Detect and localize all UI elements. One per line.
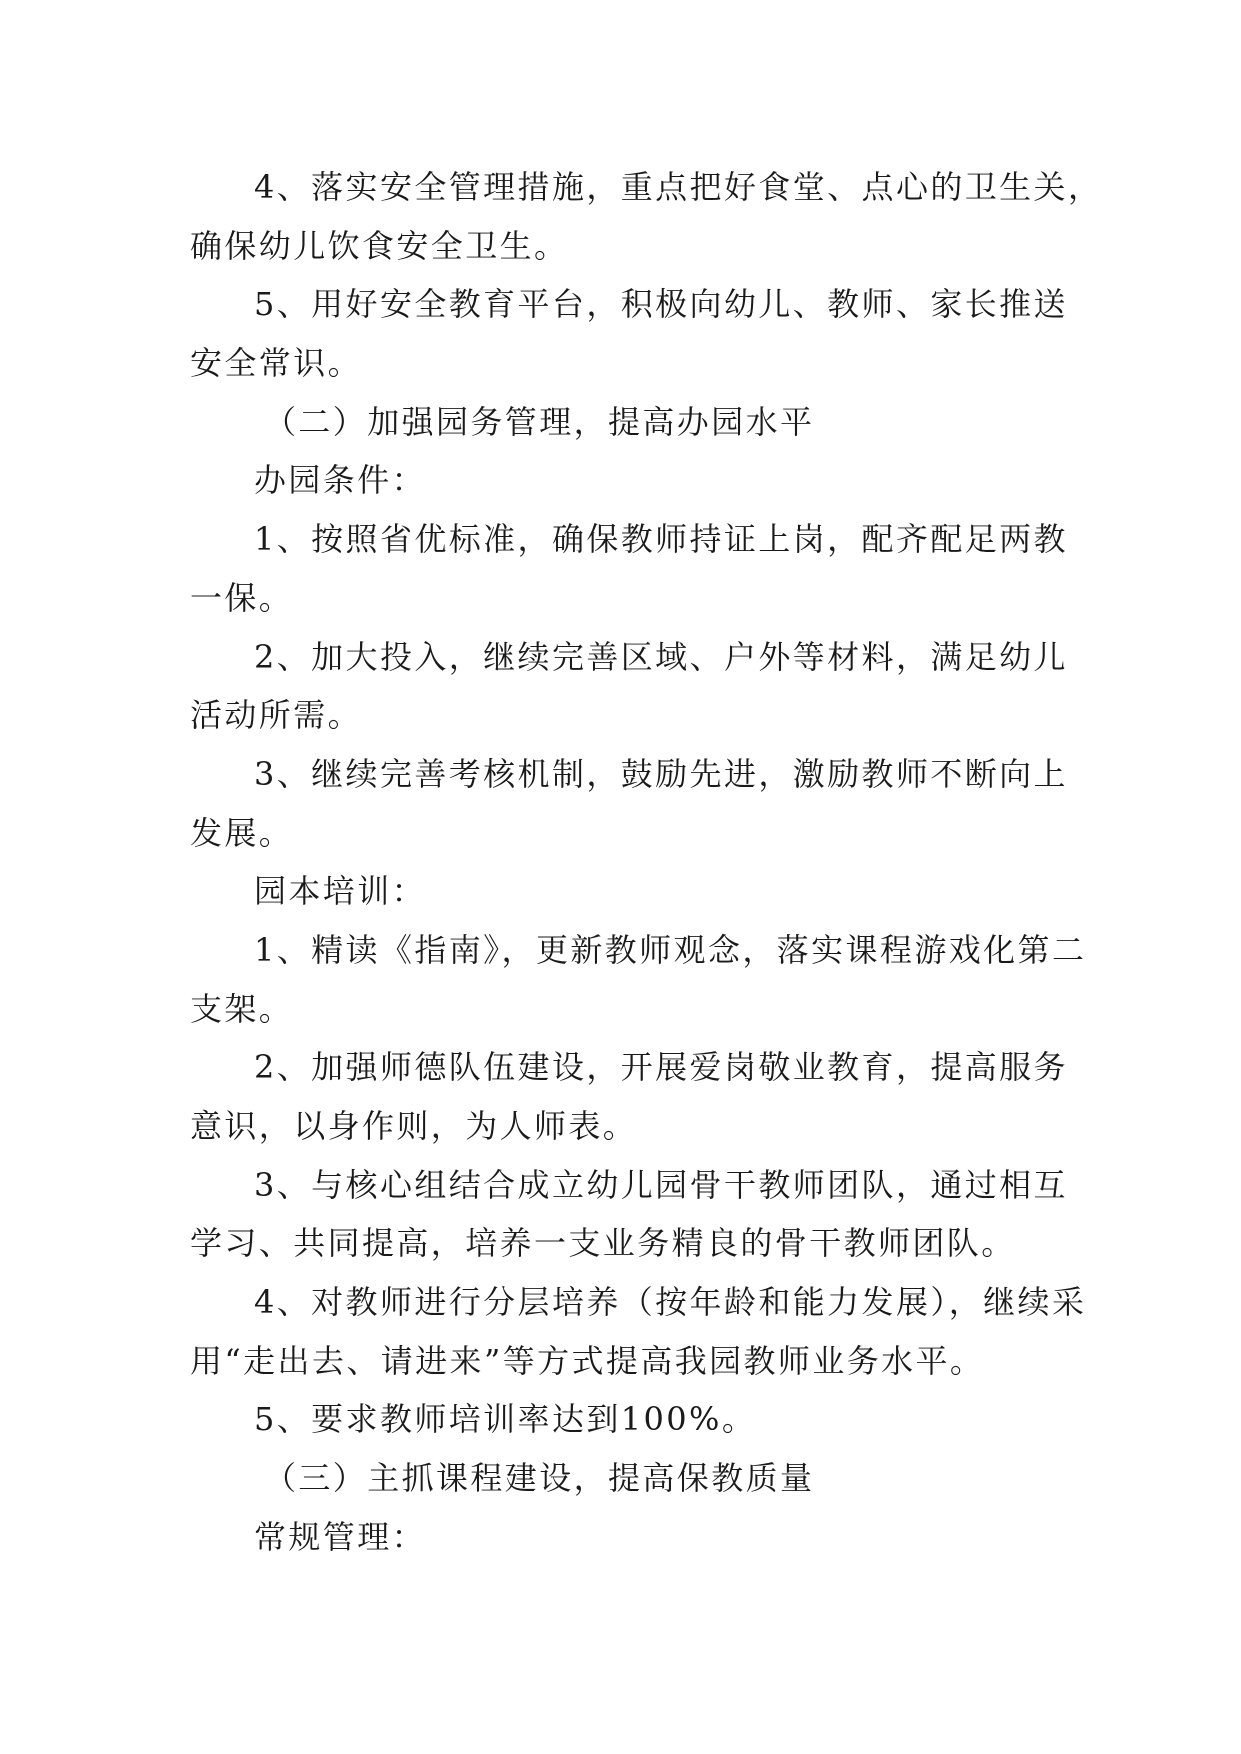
document-body (190, 158, 1103, 1567)
section-heading: （三）主抓课程建设，提高保教质量 (264, 1459, 815, 1498)
paragraph-line: 安全常识。 (190, 344, 363, 383)
section-heading: （二）加强园务管理，提高办园水平 (264, 402, 815, 441)
paragraph-line: 确保幼儿饮食安全卫生。 (190, 226, 569, 265)
subheading-line: 常规管理： (254, 1517, 427, 1556)
paragraph-line: 活动所需。 (190, 696, 363, 735)
paragraph-line: 5、用好安全教育平台，积极向幼儿、教师、家长推送 (254, 285, 1068, 324)
paragraph-line: 一保。 (190, 578, 294, 617)
paragraph-line: 4、对教师进行分层培养（按年龄和能力发展），继续采 (254, 1283, 1087, 1322)
subheading-line: 办园条件： (254, 461, 427, 500)
paragraph-line: 3、与核心组结合成立幼儿园骨干教师团队，通过相互 (254, 1165, 1068, 1204)
paragraph-line: 学习、共同提高，培养一支业务精良的骨干教师团队。 (190, 1224, 1016, 1263)
paragraph-line: 用“走出去、请进来”等方式提高我园教师业务水平。 (190, 1341, 985, 1380)
paragraph-line: 发展。 (190, 813, 294, 852)
paragraph-line: 支架。 (190, 989, 294, 1028)
paragraph-line: 1、精读《指南》，更新教师观念，落实课程游戏化第二 (254, 930, 1087, 969)
paragraph-line: 2、加强师德队伍建设，开展爱岗敬业教育，提高服务 (254, 1048, 1068, 1087)
subheading-line: 园本培训： (254, 872, 427, 911)
paragraph-line: 4、落实安全管理措施，重点把好食堂、点心的卫生关， (254, 168, 1103, 206)
paragraph-line: 2、加大投入，继续完善区域、户外等材料，满足幼儿 (254, 637, 1068, 676)
paragraph-line: 3、继续完善考核机制，鼓励先进，激励教师不断向上 (254, 754, 1068, 793)
paragraph-line: 5、要求教师培训率达到100%。 (254, 1400, 757, 1439)
paragraph-line: 1、按照省优标准，确保教师持证上岗，配齐配足两教 (254, 520, 1068, 559)
paragraph-line: 意识，以身作则，为人师表。 (190, 1107, 638, 1145)
